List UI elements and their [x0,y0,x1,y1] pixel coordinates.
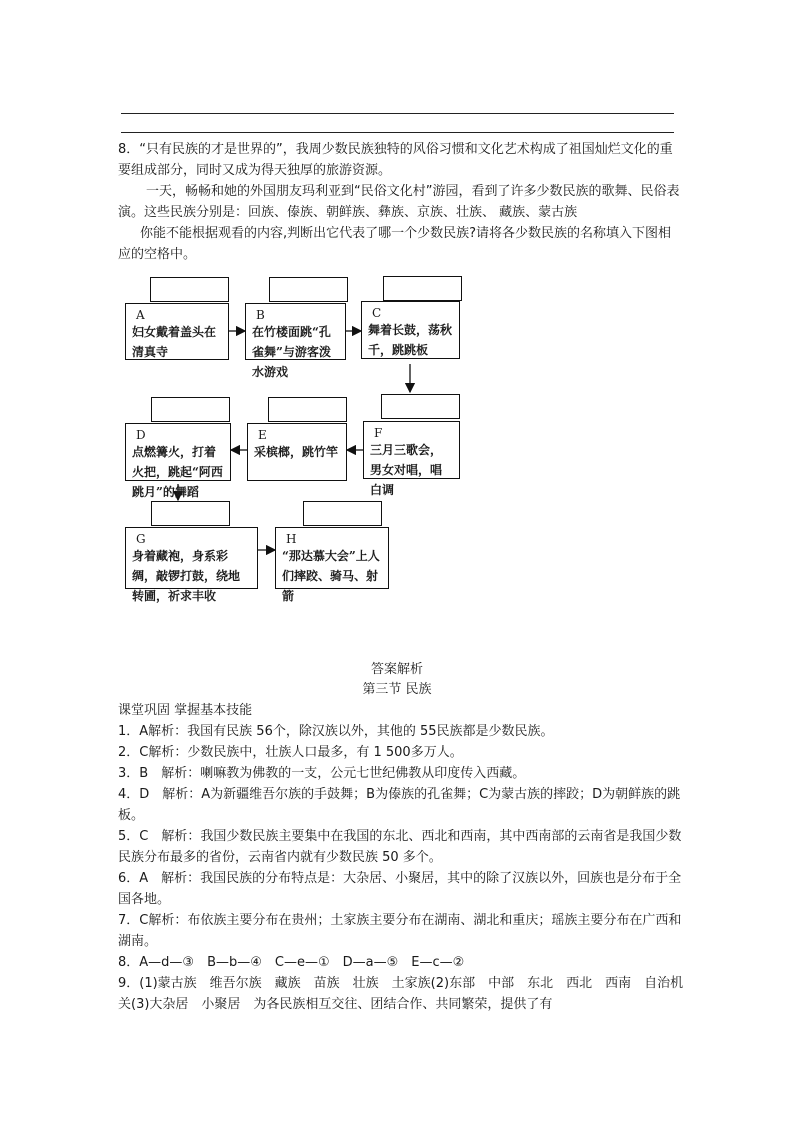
answers-title: 答案解析 [370,662,423,677]
box-c-text: 舞着长鼓，荡秋千，跳跳板 [368,323,453,357]
box-d-letter: D [136,428,146,442]
answer-item-2: 2．C解析：少数民族中，壮族人口最多，有 1 500多万人。 [118,745,463,760]
box-a [125,303,229,360]
box-b-letter: B [256,308,265,322]
box-b [245,303,346,379]
answers-section: 课堂巩固 掌握基本技能 [118,703,253,718]
answer-slot-f[interactable] [381,394,460,419]
answer-slot-d[interactable] [151,397,230,422]
answer-item-9: 9．(1)蒙古族 维吾尔族 藏族 苗族 壮族 土家族(2)东部 中部 东北 西北 西南 自治机关(3)大杂居 小聚居 为各民族相互交往、团结合作、共同繁荣，提供了有 [118,976,684,1012]
answer-item-5: 5．C 解析：我国少数民族主要集中在我国的东北、西北和西南，其中西南部的云南省是我国少数民族分布最多的省份，云南省内就有少数民族 50 多个。 [118,829,682,865]
box-e [247,423,347,481]
answer-item-6: 6．A 解析：我国民族的分布特点是：大杂居、小聚居，其中的除了汉族以外，回族也是分布于全国各地。 [118,871,682,907]
answer-slot-c[interactable] [383,276,462,301]
box-h [275,527,389,603]
box-g-text: 身着藏袍，身系彩绸，敲锣打鼓，绕地转圃，祈求丰收 [132,549,241,603]
box-e-letter: E [258,428,267,442]
answer-item-7: 7．C解析：布依族主要分布在贵州；土家族主要分布在湖南、湖北和重庆；瑶族主要分布在广西和湖南。 [118,913,682,949]
answer-item-1: 1．A解析：我国有民族 56个，除汉族以外，其他的 55民族都是少数民族。 [118,724,554,739]
box-f-text: 三月三歌会，男女对唱，唱白调 [370,443,443,497]
box-c-letter: C [372,306,382,320]
box-a-text: 妇女戴着盖头在清真寺 [132,325,217,359]
answer-item-3: 3．B 解析：喇嘛教为佛教的一支，公元七世纪佛教从印度传入西藏。 [118,766,526,781]
box-h-letter: H [286,532,297,546]
box-a-letter: A [136,308,145,322]
question-8-story: 一天，畅畅和她的外国朋友玛利亚到“民俗文化村”游园，看到了许多少数民族的歌舞、民俗表演。这些民族分别是：回族、傣族、朝鲜族、彝族、京族、壮族、 藏族、蒙古族 [118,184,680,220]
answers-subtitle: 第三节 民族 [362,682,432,697]
answer-item-4: 4．D 解析：A为新疆维吾尔族的手鼓舞；B为傣族的孔雀舞；C为蒙古族的摔跤；D为朝鲜族的跳板。 [118,787,681,823]
box-c [361,301,460,359]
answer-slot-e[interactable] [268,397,347,422]
box-h-text: “那达慕大会”上人们摔跤、骑马、射箭 [282,549,380,603]
box-b-text: 在竹楼面跳“孔雀舞”与游客泼水游戏 [252,325,331,379]
question-8-intro: 8．“只有民族的才是世界的”，我周少数民族独特的风俗习惯和文化艺术构成了祖国灿烂文化的重要组成部分，同时又成为得天独厚的旅游资源。 [118,142,673,178]
box-e-text: 采槟榔，跳竹竿 [254,445,339,459]
answer-slot-a[interactable] [150,277,229,302]
box-g-letter: G [136,532,146,546]
box-f-letter: F [374,426,383,440]
answer-slot-b[interactable] [269,277,348,302]
answer-item-8: 8．A—d—③ B—b—④ C—e—① D—a—⑤ E—c—② [118,955,465,970]
box-d [125,423,231,499]
box-d-text: 点燃篝火，打着火把，跳起“阿西跳月”的舞蹈 [132,445,223,499]
box-f [363,421,460,497]
box-g [125,527,258,603]
answer-slot-h[interactable] [303,501,382,526]
question-8-instruction: 你能不能根据观看的内容,判断出它代表了哪一个少数民族?请将各少数民族的名称填入下图相应的空格中。 [118,226,672,262]
answer-slot-g[interactable] [151,501,230,526]
